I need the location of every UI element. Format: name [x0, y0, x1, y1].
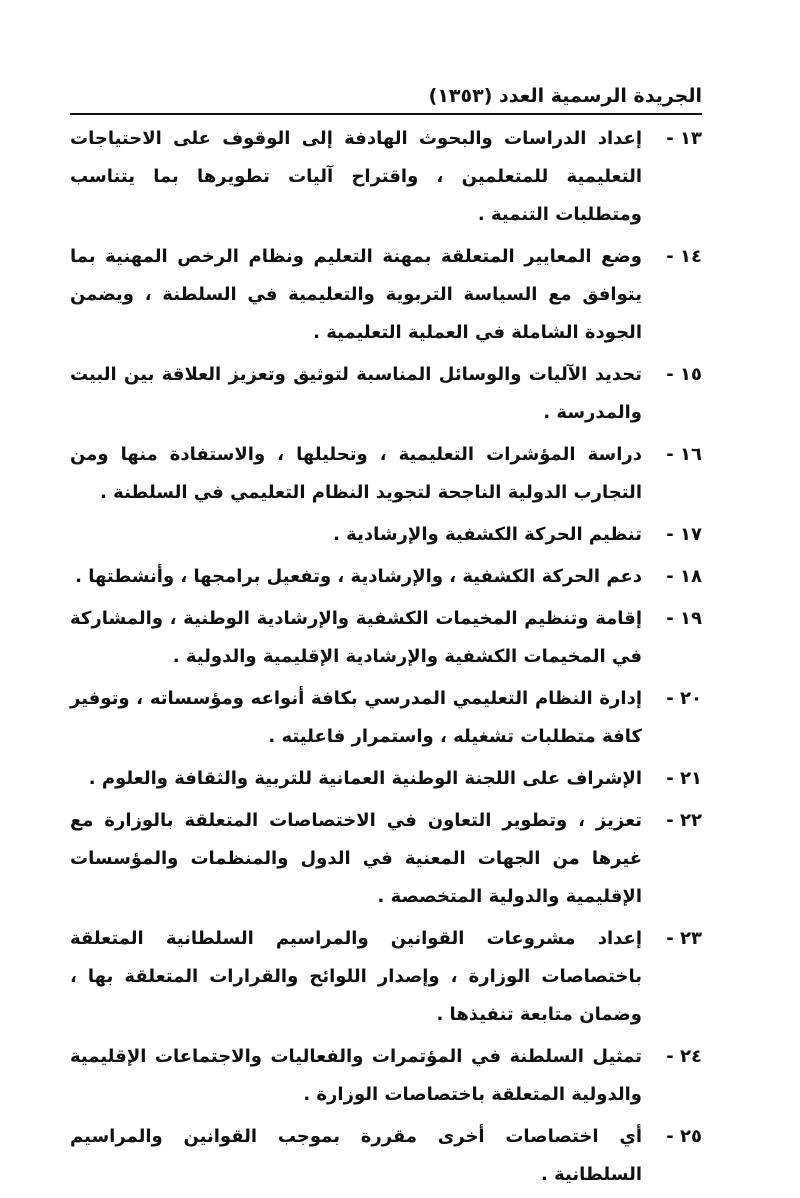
item-number: ١٨ -: [666, 566, 702, 587]
item-number: ١٣ -: [666, 128, 702, 149]
header-rule: [70, 113, 702, 115]
list-item: [70, 1038, 702, 1114]
item-text: إعداد مشروعات القوانين والمراسيم السلطانية المتعلقة باختصاصات الوزارة ، وإصدار اللوائح والقرارات المتعلقة بها ، وضمان متابعة تنفيذها .: [70, 928, 642, 1025]
list-item: [70, 238, 702, 352]
item-text: إدارة النظام التعليمي المدرسي بكافة أنواعه ومؤسساته ، وتوفير كافة متطلبات تشغيله ، واستمرار فاعليته .: [70, 688, 642, 747]
item-text: إعداد الدراسات والبحوث الهادفة إلى الوقوف على الاحتياجات التعليمية للمتعلمين ، واقتراح آليات تطويرها بما يتناسب ومتطلبات التنمية .: [70, 128, 642, 225]
item-text: دراسة المؤشرات التعليمية ، وتحليلها ، والاستفادة منها ومن التجارب الدولية الناجحة لتجويد النظام التعليمي في السلطنة .: [70, 444, 642, 503]
item-text: تمثيل السلطنة في المؤتمرات والفعاليات والاجتماعات الإقليمية والدولية المتعلقة باختصاصات الوزارة .: [70, 1046, 642, 1105]
list-item: [70, 516, 702, 554]
item-text: أي اختصاصات أخرى مقررة بموجب القوانين والمراسيم السلطانية .: [70, 1126, 642, 1185]
list-item: [70, 1118, 702, 1194]
item-number: ١٥ -: [666, 364, 702, 385]
item-number: ١٧ -: [666, 524, 702, 545]
list-item: [70, 760, 702, 798]
list-item: [70, 680, 702, 756]
item-number: ١٤ -: [666, 246, 702, 267]
list-item: [70, 920, 702, 1034]
page-header: الجريدة الرسمية العدد (١٣٥٣): [428, 85, 702, 107]
item-number: ٢٥ -: [666, 1126, 702, 1147]
item-text: تنظيم الحركة الكشفية والإرشادية .: [333, 524, 642, 545]
item-number: ٢٠ -: [666, 688, 702, 709]
article-list: [70, 120, 702, 1198]
list-item: [70, 802, 702, 916]
item-text: إقامة وتنظيم المخيمات الكشفية والإرشادية الوطنية ، والمشاركة في المخيمات الكشفية والإرشادية الإقليمية والدولية .: [70, 608, 642, 667]
item-number: ٢١ -: [666, 768, 702, 789]
item-text: تعزيز ، وتطوير التعاون في الاختصاصات المتعلقة بالوزارة مع غيرها من الجهات المعنية في الدول والمنظمات والمؤسسات الإقليمية والدولية المتخصصة .: [70, 810, 642, 907]
list-item: [70, 356, 702, 432]
list-item: [70, 600, 702, 676]
item-number: ٢٢ -: [666, 810, 702, 831]
item-number: ٢٣ -: [666, 928, 702, 949]
item-text: الإشراف على اللجنة الوطنية العمانية للتربية والثقافة والعلوم .: [88, 768, 642, 789]
item-text: دعم الحركة الكشفية ، والإرشادية ، وتفعيل برامجها ، وأنشطتها .: [75, 566, 642, 587]
list-item: [70, 436, 702, 512]
item-text: تحديد الآليات والوسائل المناسبة لتوثيق وتعزيز العلاقة بين البيت والمدرسة .: [70, 364, 642, 423]
list-item: [70, 558, 702, 596]
item-number: ١٩ -: [666, 608, 702, 629]
item-number: ٢٤ -: [666, 1046, 702, 1067]
item-number: ١٦ -: [666, 444, 702, 465]
item-text: وضع المعايير المتعلقة بمهنة التعليم ونظام الرخص المهنية بما يتوافق مع السياسة التربوية والتعليمية في السلطنة ، ويضمن الجودة الشاملة في العملية التعليمية .: [70, 246, 642, 343]
list-item: [70, 120, 702, 234]
